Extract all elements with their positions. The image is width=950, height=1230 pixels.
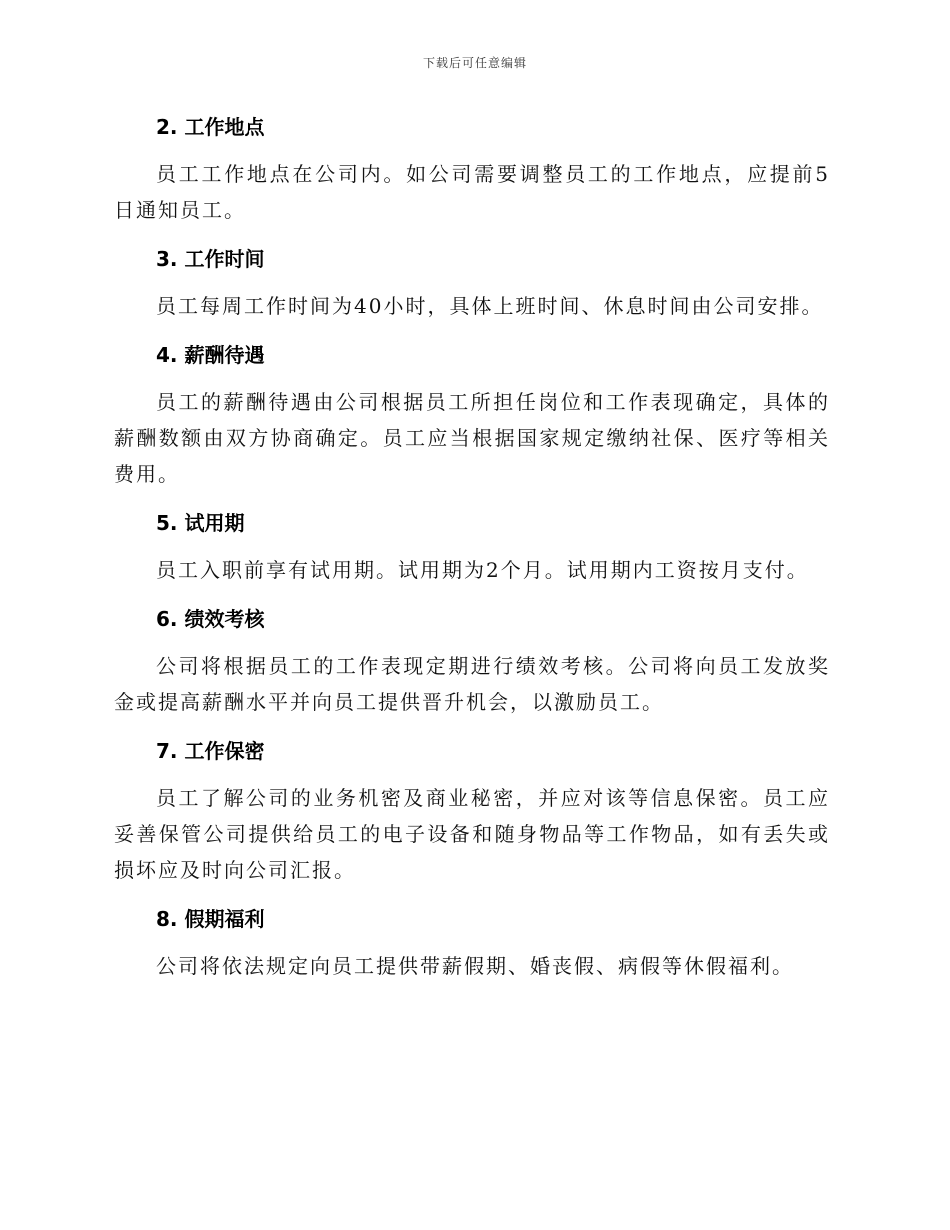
section-paragraph: 员工入职前享有试用期。试用期为2个月。试用期内工资按月支付。	[156, 558, 809, 582]
document-body	[114, 110, 830, 998]
section-title: 5. 试用期	[156, 511, 245, 535]
section-paragraph: 员工每周工作时间为40小时，具体上班时间、休息时间由公司安排。	[156, 294, 824, 318]
section-paragraph: 员工工作地点在公司内。如公司需要调整员工的工作地点，应提前5日通知员工。	[114, 162, 830, 222]
section-paragraph: 公司将依法规定向员工提供带薪假期、婚丧假、病假等休假福利。	[156, 954, 794, 978]
section-compensation	[114, 338, 830, 492]
section-title: 8. 假期福利	[156, 907, 265, 931]
section-paragraph: 员工的薪酬待遇由公司根据员工所担任岗位和工作表现确定，具体的薪酬数额由双方协商确定。员工应当根据国家规定缴纳社保、医疗等相关费用。	[114, 390, 830, 486]
section-title: 2. 工作地点	[156, 115, 265, 139]
section-title: 6. 绩效考核	[156, 607, 265, 631]
section-work-location	[114, 110, 830, 228]
section-leave-benefits	[114, 902, 830, 984]
section-work-hours	[114, 242, 830, 324]
section-paragraph: 员工了解公司的业务机密及商业秘密，并应对该等信息保密。员工应妥善保管公司提供给员工的电子设备和随身物品等工作物品，如有丢失或损坏应及时向公司汇报。	[114, 786, 830, 882]
section-title: 7. 工作保密	[156, 739, 265, 763]
section-title: 3. 工作时间	[156, 247, 265, 271]
section-probation	[114, 506, 830, 588]
section-confidentiality	[114, 734, 830, 888]
section-title: 4. 薪酬待遇	[156, 343, 265, 367]
page-header-note: 下载后可任意编辑	[422, 56, 527, 70]
section-paragraph: 公司将根据员工的工作表现定期进行绩效考核。公司将向员工发放奖金或提高薪酬水平并向员工提供晋升机会，以激励员工。	[114, 654, 830, 714]
section-performance	[114, 602, 830, 720]
